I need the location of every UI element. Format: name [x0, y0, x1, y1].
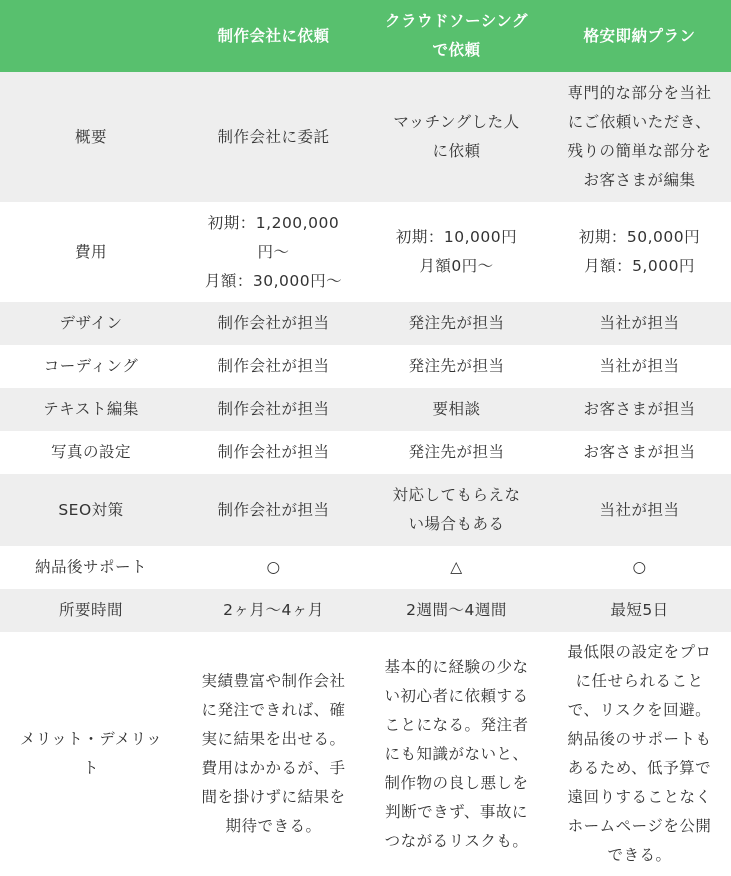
cell: 制作会社が担当	[182, 345, 365, 388]
cell: 制作会社が担当	[182, 474, 365, 546]
cell: 制作会社が担当	[182, 431, 365, 474]
cell: 初期：1,200,000円〜 月額：30,000円〜	[182, 202, 365, 302]
cell: 最低限の設定をプロに任せられることで、リスクを回避。納品後のサポートもあるため、低予算で遠回りすることなくホームページを公開できる。	[548, 632, 731, 876]
cell: ○	[548, 546, 731, 589]
table-row	[0, 202, 731, 302]
cell: 対応してもらえない場合もある	[365, 474, 548, 546]
cell: お客さまが担当	[548, 388, 731, 431]
row-label: SEO対策	[0, 474, 182, 546]
cell: 当社が担当	[548, 345, 731, 388]
cell: 初期：10,000円 月額0円〜	[365, 202, 548, 302]
cell: 要相談	[365, 388, 548, 431]
cell: 最短5日	[548, 589, 731, 632]
cell: マッチングした人に依頼	[365, 72, 548, 202]
table-row	[0, 431, 731, 474]
table-row	[0, 632, 731, 876]
cell: △	[365, 546, 548, 589]
cell: 発注先が担当	[365, 431, 548, 474]
table-row	[0, 388, 731, 431]
cell: 制作会社が担当	[182, 302, 365, 345]
header-empty-cell	[0, 0, 182, 72]
row-label: 所要時間	[0, 589, 182, 632]
header-crowdsourcing	[365, 0, 548, 72]
cell: 実績豊富や制作会社に発注できれば、確実に結果を出せる。費用はかかるが、手間を掛けずに結果を期待できる。	[182, 632, 365, 876]
cell: 2週間〜4週間	[365, 589, 548, 632]
cell: 初期：50,000円 月額：5,000円	[548, 202, 731, 302]
cell: 当社が担当	[548, 302, 731, 345]
header-production-company: 制作会社に依頼	[182, 0, 365, 72]
cell: お客さまが担当	[548, 431, 731, 474]
table-row	[0, 474, 731, 546]
cell: 2ヶ月〜4ヶ月	[182, 589, 365, 632]
row-label: 概要	[0, 72, 182, 202]
table-row	[0, 546, 731, 589]
cell: 基本的に経験の少ない初心者に依頼することになる。発注者にも知識がないと、制作物の良し悪しを判断できず、事故につながるリスクも。	[365, 632, 548, 876]
cell: ○	[182, 546, 365, 589]
row-label: コーディング	[0, 345, 182, 388]
row-label: デザイン	[0, 302, 182, 345]
row-label: 費用	[0, 202, 182, 302]
table-row	[0, 302, 731, 345]
row-label: 写真の設定	[0, 431, 182, 474]
cell: 発注先が担当	[365, 302, 548, 345]
row-label: テキスト編集	[0, 388, 182, 431]
cell: 発注先が担当	[365, 345, 548, 388]
cell: 専門的な部分を当社にご依頼いただき、残りの簡単な部分をお客さまが編集	[548, 72, 731, 202]
header-crowdsourcing-text: クラウドソーシング で依頼	[385, 12, 528, 59]
header-row	[0, 0, 731, 72]
table-row	[0, 589, 731, 632]
row-label: 納品後サポート	[0, 546, 182, 589]
table-row	[0, 345, 731, 388]
row-label: メリット・デメリット	[0, 632, 182, 876]
cell: 制作会社に委託	[182, 72, 365, 202]
table-row	[0, 72, 731, 202]
header-budget-plan: 格安即納プラン	[548, 0, 731, 72]
cell: 当社が担当	[548, 474, 731, 546]
cell: 制作会社が担当	[182, 388, 365, 431]
